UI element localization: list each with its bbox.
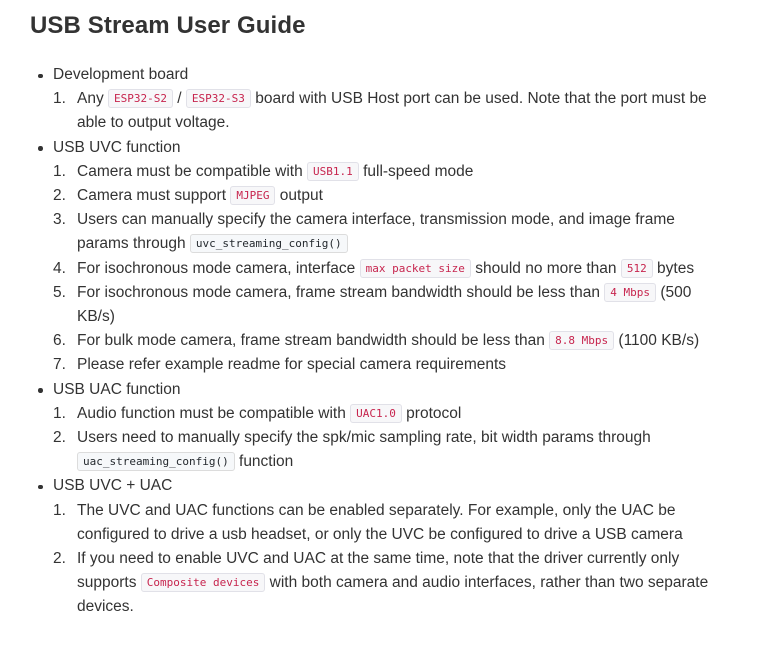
section-item	[53, 474, 743, 619]
text-run: The UVC and UAC functions can be enabled separately. For example, only the UAC be configured to drive a usb headset, or only the UVC be configured to drive a USB camera	[77, 501, 683, 543]
list-item	[53, 402, 743, 426]
text-run: Camera must support	[77, 187, 231, 205]
list-number: 5.	[53, 283, 66, 301]
text-run: Audio function must be compatible with	[77, 404, 351, 422]
section-label: Development board	[53, 66, 189, 83]
list-item	[53, 87, 743, 135]
inline-code: MJPEG	[230, 186, 275, 205]
section-item	[53, 63, 743, 136]
page-title: USB Stream User Guide	[30, 12, 306, 39]
section-item	[53, 378, 743, 475]
list-item	[53, 160, 743, 184]
inline-code: UAC1.0	[350, 404, 402, 423]
text-run: with both camera and audio interfaces, rather than two separate devices.	[77, 574, 709, 616]
numbered-list	[53, 160, 743, 378]
text-run: /	[173, 90, 186, 108]
text-run: For isochronous mode camera, frame stream bandwidth should be less than	[77, 283, 605, 301]
inline-code: uvc_streaming_config()	[190, 234, 348, 253]
list-number: 3.	[53, 211, 66, 229]
inline-code: uac_streaming_config()	[77, 452, 235, 471]
text-run: output	[275, 187, 323, 205]
numbered-list	[53, 402, 743, 475]
text-run: protocol	[401, 404, 462, 422]
text-run: Please refer example readme for special camera requirements	[77, 356, 507, 374]
text-run: full-speed mode	[358, 162, 474, 180]
list-item	[53, 353, 743, 377]
inline-code: Composite devices	[141, 573, 266, 592]
inline-code: ESP32-S3	[186, 89, 251, 108]
text-run: Any	[77, 90, 109, 108]
list-item	[53, 257, 743, 281]
text-run: board with USB Host port can be used. Note that the port must be able to output voltage.	[77, 90, 707, 132]
text-run: For bulk mode camera, frame stream bandwidth should be less than	[77, 332, 550, 350]
list-number: 1.	[53, 501, 66, 519]
list-item	[53, 547, 743, 620]
list-number: 6.	[53, 332, 66, 350]
list-number: 1.	[53, 404, 66, 422]
section-list	[30, 63, 743, 620]
text-run: (500 KB/s)	[77, 283, 692, 326]
inline-code: USB1.1	[307, 162, 359, 181]
list-item	[53, 426, 743, 474]
text-run: Users need to manually specify the spk/mic sampling rate, bit width params through	[77, 429, 651, 447]
list-item	[53, 499, 743, 547]
list-number: 1.	[53, 162, 66, 180]
text-run: If you need to enable UVC and UAC at the same time, note that the driver currently only supports	[77, 550, 680, 592]
text-run: function	[234, 453, 294, 471]
list-item	[53, 329, 743, 353]
inline-code: 4 Mbps	[604, 283, 656, 302]
list-item	[53, 281, 743, 329]
list-number: 1.	[53, 90, 66, 108]
section-label: USB UAC function	[53, 380, 181, 398]
inline-code: max packet size	[360, 259, 471, 278]
list-item	[53, 208, 743, 256]
inline-code: 8.8 Mbps	[549, 331, 614, 350]
inline-code: ESP32-S2	[108, 89, 173, 108]
list-number: 2.	[53, 187, 66, 205]
list-number: 7.	[53, 356, 66, 374]
text-run: For isochronous mode camera, interface	[77, 259, 360, 277]
list-number: 2.	[53, 429, 66, 447]
inline-code: 512	[621, 259, 653, 278]
text-run: (1100 KB/s)	[614, 332, 700, 350]
list-number: 2.	[53, 550, 66, 568]
list-item	[53, 184, 743, 208]
section-label: USB UVC function	[53, 138, 181, 156]
section-item	[53, 136, 743, 378]
numbered-list	[53, 87, 743, 135]
section-label: USB UVC + UAC	[53, 477, 173, 495]
text-run: bytes	[652, 259, 695, 277]
numbered-list	[53, 499, 743, 620]
text-run: should no more than	[470, 259, 621, 277]
list-number: 4.	[53, 259, 66, 277]
text-run: Users can manually specify the camera interface, transmission mode, and image frame params through	[77, 211, 675, 253]
text-run: Camera must be compatible with	[77, 162, 308, 180]
